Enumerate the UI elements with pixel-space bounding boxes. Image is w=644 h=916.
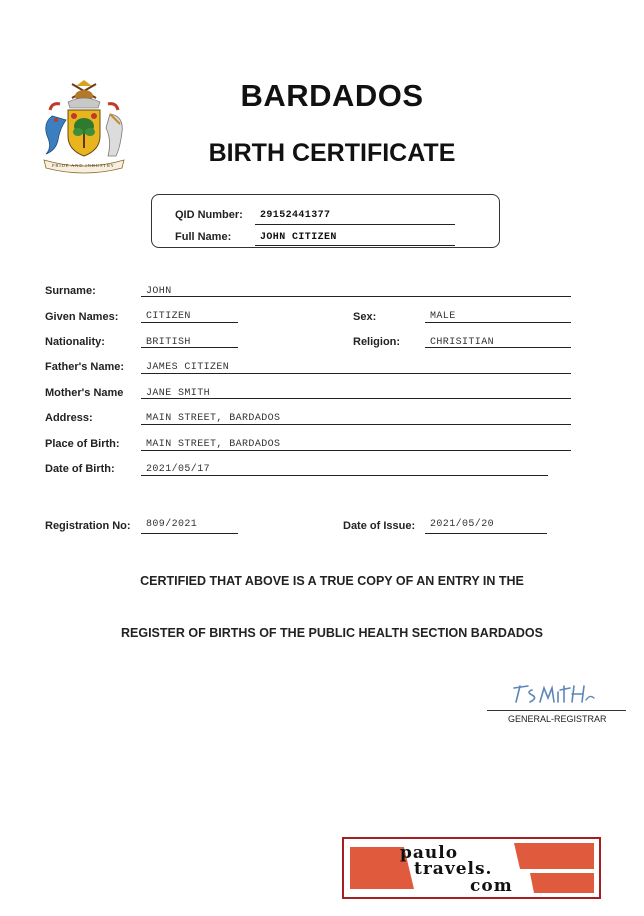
signature-line xyxy=(487,710,626,711)
surname-underline xyxy=(141,296,571,297)
mother-label: Mother's Name xyxy=(45,387,124,399)
fullname-underline xyxy=(255,245,455,246)
address-label: Address: xyxy=(45,412,93,424)
certification-line-1: CERTIFIED THAT ABOVE IS A TRUE COPY OF AN ENTRY IN THE xyxy=(140,574,524,588)
sex-underline xyxy=(425,322,571,323)
father-value: JAMES CITIZEN xyxy=(146,362,230,373)
dob-value: 2021/05/17 xyxy=(146,464,211,475)
father-label: Father's Name: xyxy=(45,361,125,373)
registrar-role: GENERAL-REGISTRAR xyxy=(508,714,607,724)
watermark-logo xyxy=(342,837,601,899)
svg-text:PRIDE AND INDUSTRY: PRIDE AND INDUSTRY xyxy=(52,163,115,168)
place-of-birth-label: Place of Birth: xyxy=(45,438,120,450)
address-underline xyxy=(141,424,571,425)
place-of-birth-underline xyxy=(141,450,571,451)
nationality-value: BRITISH xyxy=(146,337,191,348)
dob-underline xyxy=(141,475,548,476)
sex-value: MALE xyxy=(430,311,456,322)
logo-text-line-2: travels. xyxy=(414,859,493,879)
given-names-underline xyxy=(141,322,238,323)
logo-text-line-1: paulo xyxy=(400,843,459,863)
fullname-label: Full Name: xyxy=(175,231,232,243)
dob-label: Date of Birth: xyxy=(45,463,115,475)
country-title: BARDADOS xyxy=(240,78,424,113)
registration-no-value: 809/2021 xyxy=(146,519,198,530)
father-underline xyxy=(141,373,571,374)
place-of-birth-value: MAIN STREET, BARDADOS xyxy=(146,439,281,450)
qid-label: QID Number: xyxy=(175,209,243,221)
given-names-value: CITIZEN xyxy=(146,311,191,322)
logo-text-line-3: com xyxy=(470,876,513,896)
nationality-underline xyxy=(141,347,238,348)
registration-no-underline xyxy=(141,533,238,534)
qid-underline xyxy=(255,224,455,225)
issue-date-underline xyxy=(425,533,547,534)
issue-date-value: 2021/05/20 xyxy=(430,519,495,530)
issue-date-label: Date of Issue: xyxy=(343,520,416,532)
registration-no-label: Registration No: xyxy=(45,520,131,532)
religion-label: Religion: xyxy=(353,336,401,348)
religion-underline xyxy=(425,347,571,348)
mother-value: JANE SMITH xyxy=(146,388,211,399)
registrar-signature xyxy=(512,680,596,708)
religion-value: CHRISITIAN xyxy=(430,337,495,348)
surname-label: Surname: xyxy=(45,285,96,297)
document-title: BIRTH CERTIFICATE xyxy=(208,139,456,167)
sex-label: Sex: xyxy=(353,311,377,323)
qid-value: 29152441377 xyxy=(260,210,331,221)
surname-value: JOHN xyxy=(146,286,172,297)
address-value: MAIN STREET, BARDADOS xyxy=(146,413,281,424)
certification-line-2: REGISTER OF BIRTHS OF THE PUBLIC HEALTH SECTION BARDADOS xyxy=(121,626,543,640)
given-names-label: Given Names: xyxy=(45,311,119,323)
mother-underline xyxy=(141,398,571,399)
fullname-value: JOHN CITIZEN xyxy=(260,232,337,243)
nationality-label: Nationality: xyxy=(45,336,105,348)
